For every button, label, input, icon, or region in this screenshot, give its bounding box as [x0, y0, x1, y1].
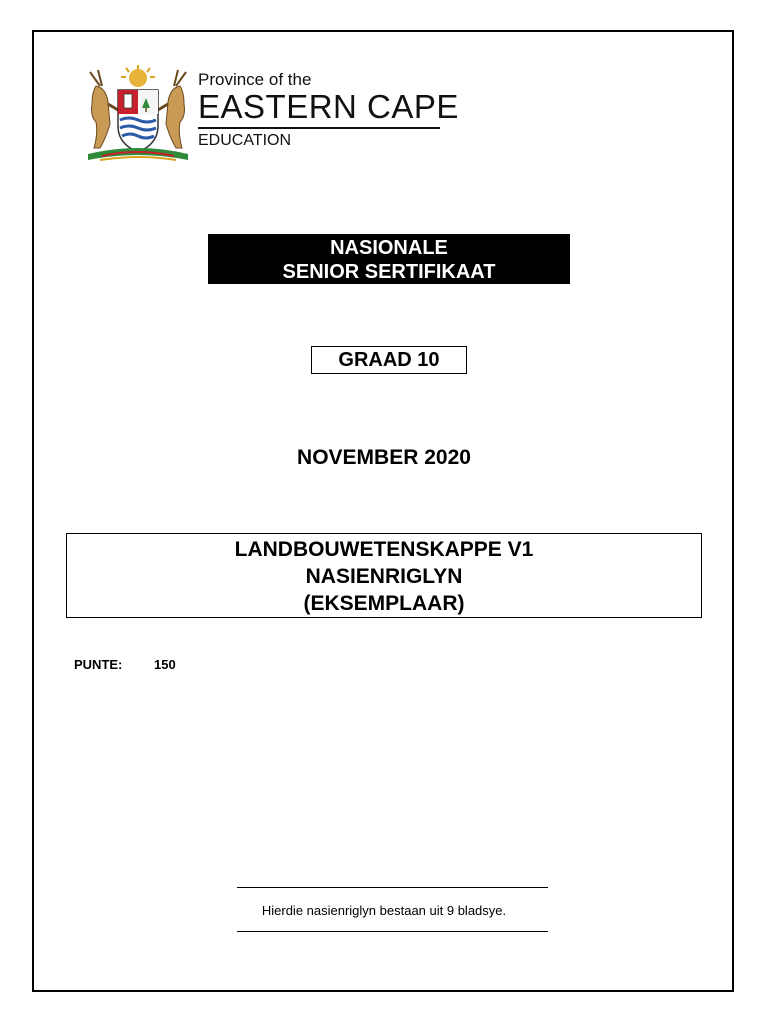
footer-bottom-rule	[237, 931, 548, 932]
marks-value: 150	[154, 657, 176, 672]
certificate-title-block	[208, 234, 570, 284]
marks-row	[74, 656, 176, 674]
document-note: (EKSEMPLAAR)	[303, 592, 465, 615]
document-type: NASIENRIGLYN	[305, 565, 463, 588]
logo-line-education: EDUCATION	[198, 132, 292, 149]
logo-divider	[198, 127, 440, 129]
page-count-note: Hierdie nasienriglyn bestaan uit 9 bladsye.	[261, 903, 507, 918]
certificate-title-line2: SENIOR SERTIFIKAAT	[282, 261, 496, 283]
sun-icon	[121, 65, 155, 87]
grade-box: GRAAD 10	[311, 346, 467, 374]
logo-line-province: Province of the	[198, 70, 312, 89]
coat-of-arms-icon	[80, 64, 196, 164]
subject-box	[66, 533, 702, 618]
page-frame	[32, 30, 734, 992]
marks-label: PUNTE:	[74, 657, 123, 672]
exam-date: NOVEMBER 2020	[297, 446, 471, 469]
subject-title: LANDBOUWETENSKAPPE V1	[234, 538, 534, 561]
logo-text	[198, 70, 459, 151]
shield-icon	[118, 90, 158, 152]
left-antelope-icon	[90, 70, 118, 148]
ground-icon	[88, 148, 188, 160]
certificate-title-line1: NASIONALE	[330, 237, 448, 259]
right-antelope-icon	[158, 70, 186, 148]
eastern-cape-education-logo	[80, 64, 460, 166]
logo-line-eastern-cape: EASTERN CAPE	[198, 88, 459, 125]
footer-top-rule	[237, 887, 548, 888]
